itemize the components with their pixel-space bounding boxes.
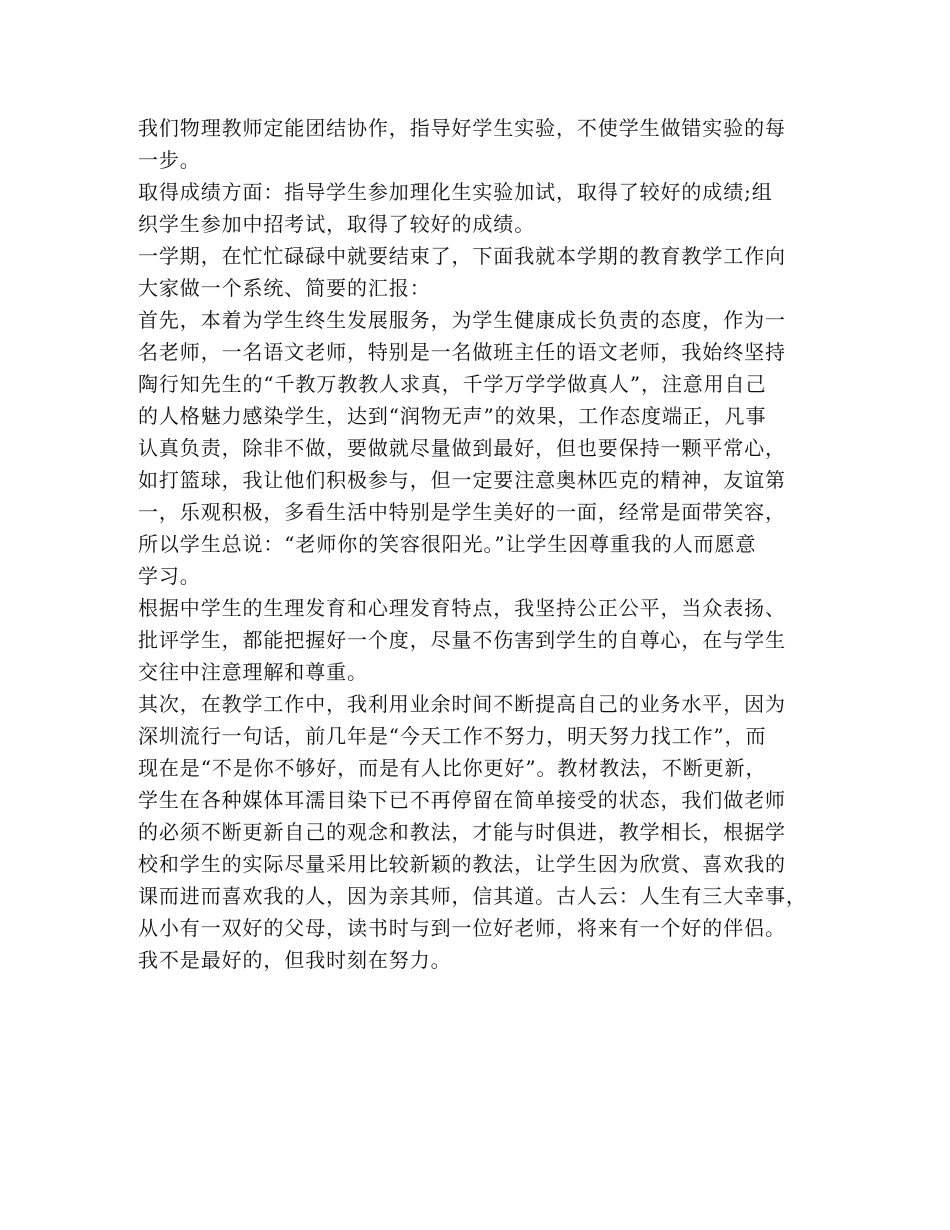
text-line: 一学期，在忙忙碌碌中就要结束了，下面我就本学期的教育教学工作向 xyxy=(138,244,786,268)
text-line: 校和学生的实际尽量采用比较新颖的教法，让学生因为欣赏、喜欢我的 xyxy=(138,852,786,876)
text-line: 交往中注意理解和尊重。 xyxy=(138,660,368,684)
text-line: 深圳流行一句话，前几年是“今天工作不努力，明天努力找工作”，而 xyxy=(138,724,767,748)
document-body xyxy=(138,112,818,976)
text-line: 所以学生总说：“老师你的笑容很阳光。”让学生因尊重我的人而愿意 xyxy=(138,532,757,556)
text-line: 一，乐观积极，多看生活中特别是学生美好的一面，经常是面带笑容， xyxy=(138,500,786,524)
text-line: 课而进而喜欢我的人，因为亲其师，信其道。古人云：人生有三大幸事， xyxy=(138,884,807,908)
text-line: 我不是最好的，但我时刻在努力。 xyxy=(138,948,452,972)
text-line: 其次，在教学工作中，我利用业余时间不断提高自己的业务水平，因为 xyxy=(138,692,786,716)
text-line: 一步。 xyxy=(138,148,201,172)
text-line: 学习。 xyxy=(138,564,201,588)
text-line: 现在是“不是你不够好，而是有人比你更好”。教材教法，不断更新， xyxy=(138,756,767,780)
text-line: 根据中学生的生理发育和心理发育特点，我坚持公正公平，当众表扬、 xyxy=(138,596,786,620)
text-line: 大家做一个系统、简要的汇报： xyxy=(138,276,431,300)
text-line: 从小有一双好的父母，读书时与到一位好老师，将来有一个好的伴侣。 xyxy=(138,916,786,940)
text-line: 的必须不断更新自己的观念和教法，才能与时俱进，教学相长，根据学 xyxy=(138,820,786,844)
text-line: 名老师，一名语文老师，特别是一名做班主任的语文老师，我始终坚持 xyxy=(138,340,786,364)
text-line: 我们物理教师定能团结协作，指导好学生实验，不使学生做错实验的每 xyxy=(138,116,786,140)
text-line: 认真负责，除非不做，要做就尽量做到最好，但也要保持一颗平常心， xyxy=(138,436,786,460)
text-line: 首先，本着为学生终生发展服务，为学生健康成长负责的态度，作为一 xyxy=(138,308,786,332)
text-line: 陶行知先生的“千教万教教人求真，千学万学学做真人”，注意用自己 xyxy=(138,372,767,396)
text-line: 的人格魅力感染学生，达到“润物无声”的效果，工作态度端正，凡事 xyxy=(138,404,767,428)
text-line: 织学生参加中招考试，取得了较好的成绩。 xyxy=(138,212,536,236)
text-line: 如打篮球，我让他们积极参与，但一定要注意奥林匹克的精神，友谊第 xyxy=(138,468,786,492)
text-line: 取得成绩方面：指导学生参加理化生实验加试，取得了较好的成绩;组 xyxy=(138,180,773,204)
text-line: 批评学生，都能把握好一个度，尽量不伤害到学生的自尊心，在与学生 xyxy=(138,628,786,652)
text-line: 学生在各种媒体耳濡目染下已不再停留在简单接受的状态，我们做老师 xyxy=(138,788,786,812)
